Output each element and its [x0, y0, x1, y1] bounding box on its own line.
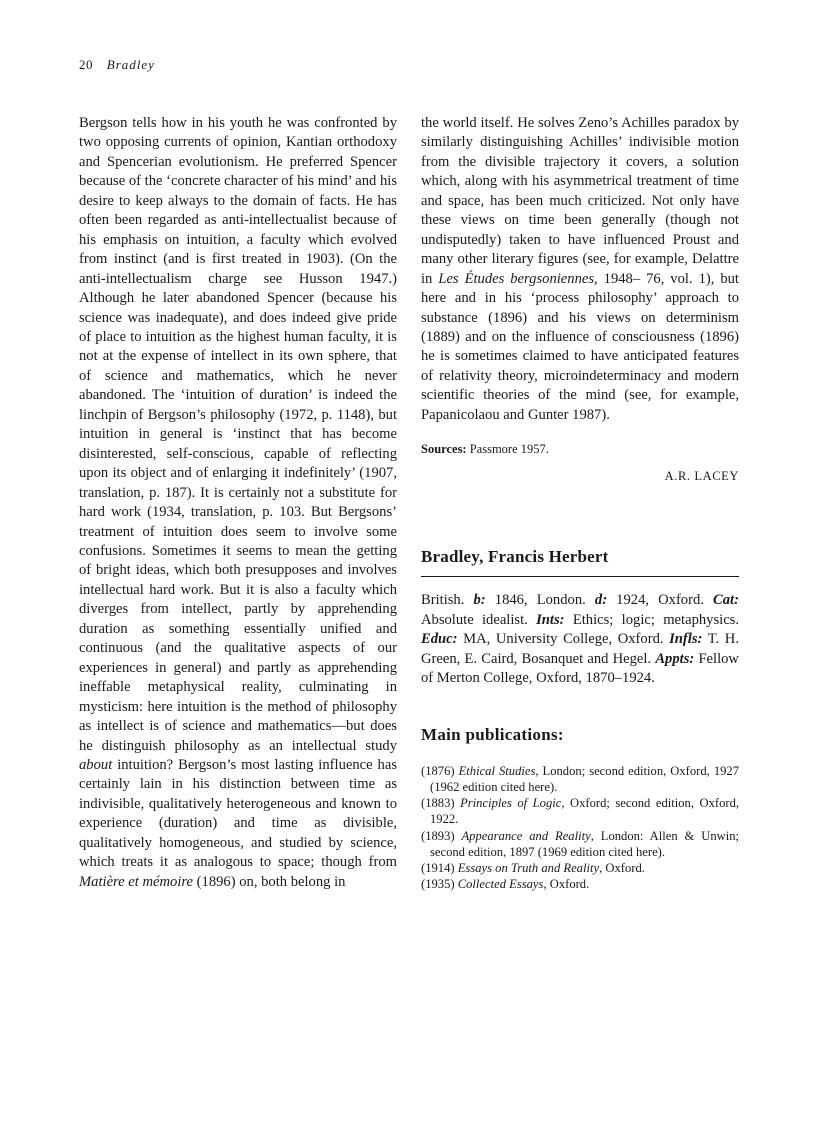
emphasis-about: about [79, 756, 113, 773]
sources-label: Sources: [421, 442, 467, 457]
entry-title: Bradley, Francis Herbert [421, 547, 739, 577]
list-item: (1883) Principles of Logic, Oxford; second edition, Oxford, 1922. [421, 796, 740, 827]
author-signature: A.R. LACEY [664, 469, 739, 484]
body-paragraph: Bergson tells how in his youth he was confronted by two opposing currents of opinion, Kantian orthodoxy and Spencerian evolutionism. He preferred Spencer because of the ‘concrete character of his mind’ and his desire to keep always to the domain of facts. He has often been regarded as anti-intellectualist because of his emphasis on intuition, a faculty which evolved from instinct (and is first treated in 1903). (On the anti-intellectualism charge see Husson 1947.) Although he later abandoned Spencer (because his science was inadequate), and does indeed give pride of place to intuition as the highest human faculty, it is not at the expense of intellect in its own sphere, that of science and mathematics, which he never abandoned. The ‘intuition of duration’ is indeed the linchpin of Bergson’s philosophy (1972, p. 1148), but intuition in general is ‘instinct that has become disinterested, self-conscious, capable of reflecting upon its object and of enlarging it indefinitely’ (1907, translation, p. 187). It is certainly not a substitute for hard work (1934, translation, p. 103. But Bergsons’ treatment of intuition does seem to involve some confusions. Sometimes it seems to mean the getting of bright ideas, which both presupposes and involves intellectual hard work. But it is also a faculty which diverges from intellect, partly by apprehending duration as something essentially unified and continuous (and the qualitative aspects of our experiences in general) and partly as apprehending ineffable metaphysical reality, culminating in mysticism: here intuition is the method of philosophy as intellect is of science and mathematics—but does he distinguish philosophy as an intellectual study about intuition? Bergson’s most lasting influence has certainly lain in his distinction between time as indivisible, qualitatively heterogeneous and known to experience (duration) and time as divisible, qualitatively homogeneous, and studied by science, which treats it as analogous to space; though from Matière et mémoire (1896) on, both belong in [79, 115, 397, 890]
running-title: Bradley [106, 57, 155, 72]
right-column [421, 114, 739, 893]
body-paragraph-continued: the world itself. He solves Zeno’s Achilles paradox by similarly distinguishing Achilles’ indivisible motion from the divisible trajectory it covers, a solution which, along with his asymmetrical treatment of time and space, has been much criticized. Not only have these views on time been generally (though not undisputedly) taken to have influenced Proust and many other literary figures (see, for example, Delattre in Les Études bergsoniennes, 1948– 76, vol. 1), but here and in his ‘process philosophy’ approach to substance (1896) and his views on determinism (1889) and on the influence of consciousness (1896) he is sometimes claimed to have anticipated features of relativity theory, microindeterminacy and modern scientific theories of the mind (see, for example, Papanicolaou and Gunter 1987). [421, 115, 739, 423]
list-item: (1876) Ethical Studies, London; second edition, Oxford, 1927 (1962 edition cited here). [421, 763, 740, 795]
publications-heading: Main publications: [421, 725, 564, 745]
biography: British. b: 1846, London. d: 1924, Oxford. Cat: Absolute idealist. Ints: Ethics; logic; metaphysics. Educ: MA, University College, Oxford. Infls: T. H. Green, E. Caird, Bosanquet and Hegel. Appts: Fellow of Merton College, Oxford, 1870–1924. [421, 592, 739, 686]
list-item: (1914) Essays on Truth and Reality, Oxford. [421, 861, 645, 876]
work-title-matiere: Matière et mémoire [79, 873, 194, 890]
work-title-etudes: Les Études bergsoniennes [438, 270, 595, 287]
running-header [79, 57, 155, 73]
list-item: (1893) Appearance and Reality, London: Allen & Unwin; second edition, 1897 (1969 edition cited here). [421, 828, 740, 859]
list-item: (1935) Collected Essays, Oxford. [421, 877, 590, 892]
page-number: 20 [79, 57, 93, 72]
sources-line [421, 441, 739, 457]
sources-text: Passmore 1957. [469, 442, 549, 457]
publications-list [421, 763, 739, 893]
left-column [79, 114, 397, 892]
